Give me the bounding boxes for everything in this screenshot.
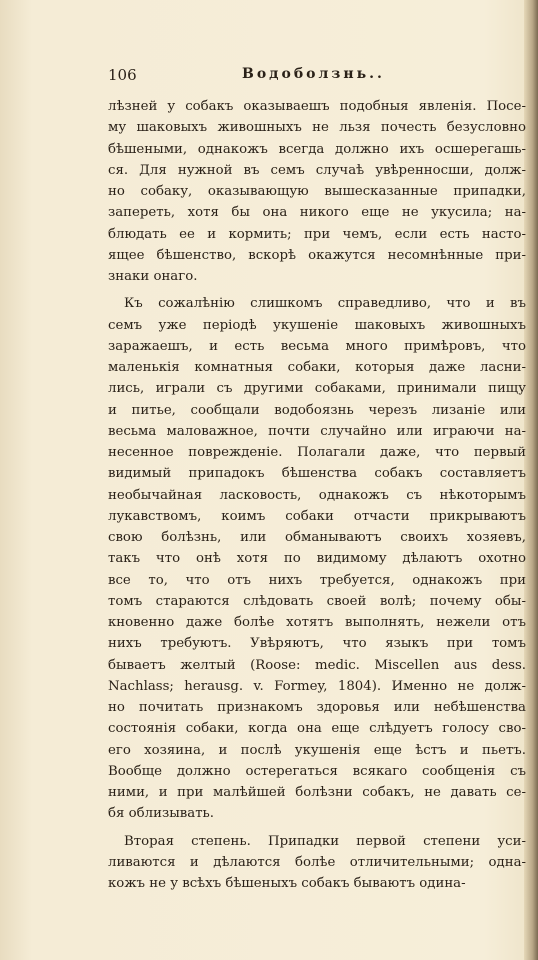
paragraph [108,96,526,287]
text-line: необычайная ласковость, однакожъ съ нѣкоторымъ [108,487,526,503]
text-line: весьма маловажное, почти случайно или играючи на- [108,423,526,439]
text-line: нихъ требуютъ. Увѣряютъ, что языкъ при томъ [108,636,526,652]
text-line: блюдать ее и кормить; при чемъ, если есть насто- [108,226,526,242]
text-line: лѣзней у собакъ оказываешъ подобныя явленія. Посе- [108,99,526,114]
text-line: и питье, сообщали водобоязнь черезъ лизаніе или [108,402,526,418]
text-line: запереть, хотя бы она никого еще не укусила; на- [108,205,526,221]
text-line: свою болѣзнь, или обманываютъ своихъ хозяевъ, [108,530,526,545]
text-line: его хозяина, и послѣ укушенія еще ѣстъ и пьетъ. [108,742,526,758]
running-title: Водоболзнь.. [242,66,385,82]
text-line: бѣшеными, однакожъ всегда должно ихъ осшерегашь- [108,141,526,157]
page-number: 106 [108,66,137,84]
text-line: томъ стараются слѣдовать своей волѣ; почему обы- [108,593,526,609]
text-line: бываетъ желтый (Roose: medic. Miscellen aus dess. [108,657,526,673]
text-line: кновенно даже болѣе хотятъ выполнять, нежели отъ [108,615,526,630]
paragraph [108,831,526,895]
text-line: знаки онаго. [108,269,198,284]
text-line: несенное поврежденіе. Полагали даже, что первый [108,445,526,460]
text-line: ся. Для нужной въ семъ случаѣ увѣренносши, долж- [108,162,526,178]
text-line: заражаешъ, и есть весьма много примѣровъ, что [108,338,526,354]
text-line: семъ уже періодѣ укушеніе шаковыхъ живошныхъ [108,317,526,333]
text-line: ними, и при малѣйшей болѣзни собакъ, не давать се- [108,785,526,800]
page-edge [524,0,538,960]
text-line: бя облизывать. [108,806,215,822]
text-line: такъ что онѣ хотя по видимому дѣлаютъ охотно [108,551,526,567]
text-line: состоянія собаки, когда она еще слѣдуетъ голосу сво- [108,721,526,737]
page-header [108,66,408,88]
text-line: ящее бѣшенство, вскорѣ окажутся несомнѣнные при- [108,247,526,263]
text-line: ливаются и дѣлаются болѣе отличительными; одна- [108,854,526,870]
text-line: но собаку, оказывающую вышесказанные припадки, [108,184,526,199]
text-line: лукавствомъ, коимъ собаки отчасти прикрываютъ [108,508,526,524]
text-line: Къ сожалѣнію слишкомъ справедливо, что и въ [124,296,526,312]
body-text [108,96,526,894]
text-line: кожъ не у всѣхъ бѣшеныхъ собакъ бываютъ одина- [108,876,466,891]
text-line: Вообще должно остерегаться всякаго сообщенія съ [108,763,526,779]
paragraph [108,293,526,824]
text-line: все то, что отъ нихъ требуется, однакожъ при [108,572,526,588]
text-line: му шаковыхъ живошныхъ не льзя почесть безусловно [108,120,526,136]
text-line: маленькія комнатныя собаки, которыя даже ласни- [108,360,526,375]
text-line: но почитать признакомъ здоровья или небѣшенства [108,700,526,715]
text-line: видимый припадокъ бѣшенства собакъ составляетъ [108,466,526,482]
text-line: Nachlass; herausg. v. Formey, 1804). Именно не долж- [108,678,526,694]
text-line: Вторая степень. Припадки первой степени уси- [124,833,526,849]
text-line: лись, играли съ другими собаками, принимали пищу [108,381,526,397]
